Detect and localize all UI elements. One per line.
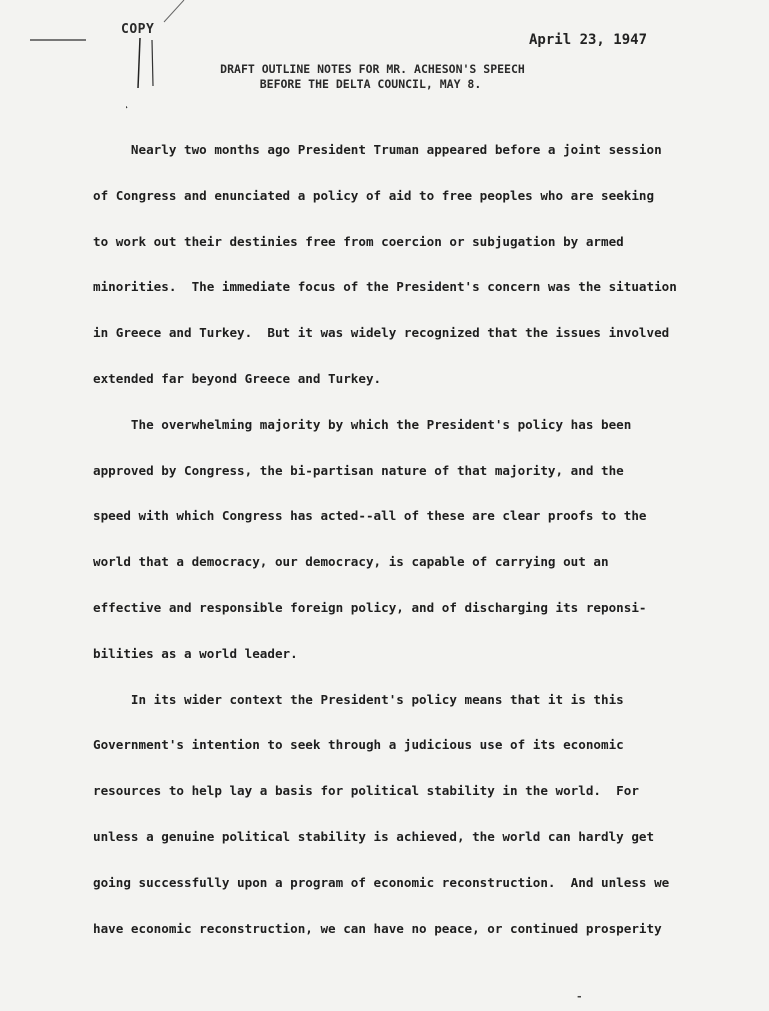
heading-line-2: BEFORE THE DELTA COUNCIL, MAY 8. bbox=[259, 77, 482, 91]
copy-label: COPY bbox=[121, 22, 155, 37]
text-line: approved by Congress, the bi-partisan nature of that majority, and the bbox=[93, 462, 624, 478]
text-line: in Greece and Turkey. But it was widely recognized that the issues involved bbox=[93, 325, 670, 341]
text-line: Nearly two months ago President Truman appeared before a joint session bbox=[93, 142, 662, 157]
text-line: Government's intention to seek through a judicious use of its economic bbox=[93, 737, 624, 753]
text-line: have economic reconstruction, we can have no peace, or continued prosperity bbox=[93, 920, 662, 936]
text-line: The overwhelming majority by which the President's policy has been bbox=[93, 416, 632, 432]
body-text bbox=[93, 127, 733, 951]
document-date: April 23, 1947 bbox=[529, 32, 648, 48]
heading-line-1: DRAFT OUTLINE NOTES FOR MR. ACHESON'S SPEECH bbox=[220, 62, 525, 76]
text-line: bilities as a world leader. bbox=[93, 645, 298, 661]
text-line: speed with which Congress has acted--all of these are clear proofs to the bbox=[93, 508, 647, 524]
text-line: resources to help lay a basis for political stability in the world. For bbox=[93, 783, 639, 799]
text-line: effective and responsible foreign policy, and of discharging its reponsi- bbox=[93, 599, 647, 615]
page-continuation-mark: - bbox=[576, 990, 583, 1003]
paper-clip-mark bbox=[30, 38, 86, 42]
pen-stroke-mark bbox=[126, 0, 196, 110]
text-line: of Congress and enunciated a policy of aid to free peoples who are seeking bbox=[93, 187, 655, 203]
text-line: extended far beyond Greece and Turkey. bbox=[93, 370, 382, 386]
text-line: minorities. The immediate focus of the President's concern was the situation bbox=[93, 279, 677, 295]
text-line: unless a genuine political stability is achieved, the world can hardly get bbox=[93, 828, 655, 844]
text-line: going successfully upon a program of economic reconstruction. And unless we bbox=[93, 874, 670, 890]
text-line: In its wider context the President's policy means that it is this bbox=[93, 691, 624, 707]
text-line: world that a democracy, our democracy, is capable of carrying out an bbox=[93, 554, 609, 570]
text-line: to work out their destinies free from coercion or subjugation by armed bbox=[93, 233, 624, 249]
